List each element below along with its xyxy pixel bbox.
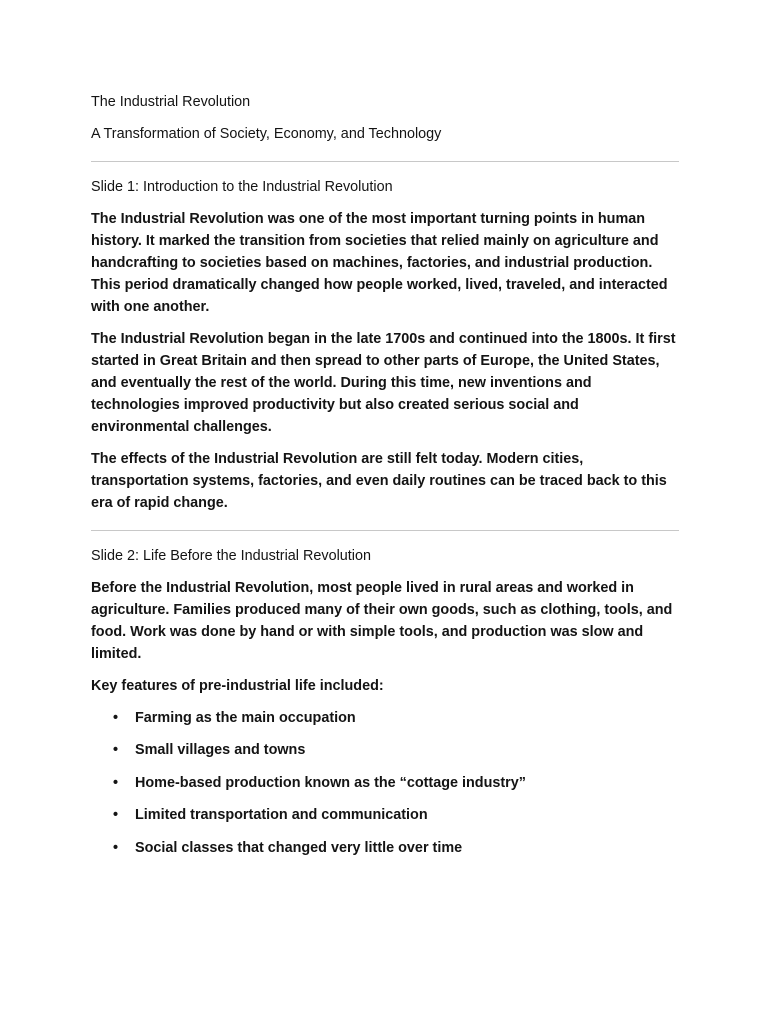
bullet-icon: • <box>113 774 119 791</box>
bullet-icon: • <box>113 742 119 759</box>
list-item <box>91 707 679 729</box>
slide-1-paragraph: The effects of the Industrial Revolution are still felt today. Modern cities, transportation systems, factories, and even daily routines can be traced back to this era of rapid change. <box>91 451 667 511</box>
section-divider <box>91 530 679 531</box>
list-intro: Key features of pre-industrial life included: <box>91 678 384 694</box>
document-subtitle: A Transformation of Society, Economy, and Technology <box>91 126 442 142</box>
slide-2-section <box>91 545 679 859</box>
list-item-text: Social classes that changed very little over time <box>135 839 463 856</box>
list-item-text: Limited transportation and communication <box>135 807 428 824</box>
document-title: The Industrial Revolution <box>91 94 251 110</box>
list-item <box>91 739 679 761</box>
slide-1-paragraph: The Industrial Revolution began in the late 1700s and continued into the 1800s. It first started in Great Britain and then spread to other parts of Europe, the United States, and eventually the rest of the world. During this time, new inventions and technologies improved productivity but also created serious social and environmental challenges. <box>91 331 676 435</box>
list-item-text: Small villages and towns <box>135 742 306 759</box>
list-item <box>91 837 679 859</box>
list-item <box>91 772 679 794</box>
slide-2-heading: Slide 2: Life Before the Industrial Revolution <box>91 548 371 564</box>
list-item-text: Farming as the main occupation <box>135 710 356 726</box>
list-item-text: Home-based production known as the “cottage industry” <box>135 774 526 791</box>
pre-industrial-features-list <box>91 707 679 859</box>
slide-1-heading: Slide 1: Introduction to the Industrial Revolution <box>91 179 393 195</box>
list-item <box>91 804 679 826</box>
section-divider <box>91 161 679 162</box>
slide-1-section <box>91 176 679 514</box>
bullet-icon: • <box>113 710 119 726</box>
document-page <box>91 91 679 869</box>
slide-1-paragraph: The Industrial Revolution was one of the most important turning points in human history. It marked the transition from societies that relied mainly on agriculture and handcrafting to societies based on machines, factories, and industrial production. This period dramatically changed how people worked, lived, traveled, and interacted with one another. <box>91 211 668 315</box>
slide-2-paragraph: Before the Industrial Revolution, most people lived in rural areas and worked in agriculture. Families produced many of their own goods, such as clothing, tools, and food. Work was done by hand or with simple tools, and production was slow and limited. <box>91 580 673 662</box>
bullet-icon: • <box>113 839 119 856</box>
bullet-icon: • <box>113 807 119 824</box>
